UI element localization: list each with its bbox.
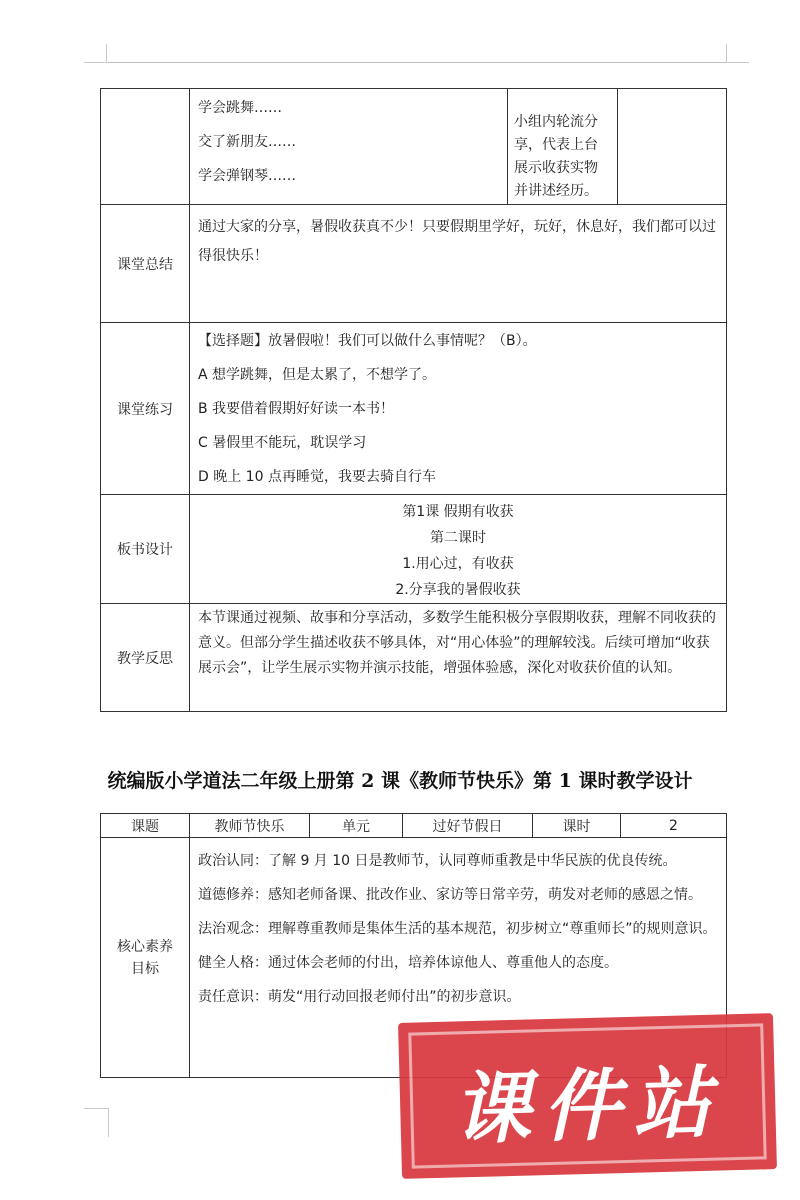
header-topic-value: 教师节快乐 <box>190 814 310 838</box>
page-corner-mark <box>84 44 107 63</box>
reflection-text: 本节课通过视频、故事和分享活动，多数学生能积极分享假期收获，理解不同收获的意义。但部分学生描述收获不够具体，对“用心体验”的理解较浅。后续可增加“收获展示会”，让学生展示实物并演示技能，增强体验感，深化对收获价值的认知。 <box>198 610 716 676</box>
board-line: 2.分享我的暑假收获 <box>395 582 521 598</box>
board-line: 1.用心过，有收获 <box>402 556 514 572</box>
practice-label: 课堂练习 <box>101 323 190 495</box>
activity-note-cell <box>508 89 618 205</box>
practice-question: 【选择题】放暑假啦！我们可以做什么事情呢？（B）。 <box>198 333 537 349</box>
empty-label-cell <box>101 89 190 205</box>
practice-option: C 暑假里不能玩，耽误学习 <box>198 435 367 451</box>
board-line: 第1课 假期有收获 <box>402 504 514 520</box>
goal-item: 政治认同：了解 9 月 10 日是教师节，认同尊师重教是中华民族的优良传统。 <box>198 853 677 869</box>
summary-cell <box>190 205 727 323</box>
practice-option: B 我要借着假期好好读一本书！ <box>198 401 395 417</box>
practice-option: D 晚上 10 点再睡觉，我要去骑自行车 <box>198 469 436 485</box>
goals-label <box>101 838 190 1078</box>
goals-label-text: 核心素养目标 <box>117 938 173 977</box>
goal-item: 法治观念：理解尊重教师是集体生活的基本规范，初步树立“尊重师长”的规则意识。 <box>198 921 717 937</box>
reflection-cell <box>190 604 727 712</box>
activity-note: 小组内轮流分享，代表上台展示收获实物并讲述经历。 <box>514 114 598 199</box>
summary-text: 通过大家的分享，暑假收获真不少！只要假期里学好，玩好，休息好，我们都可以过得很快乐！ <box>198 219 716 264</box>
header-period-value: 2 <box>621 814 727 838</box>
page-corner-mark <box>726 44 749 63</box>
share-item: 学会弹钢琴…… <box>198 168 296 184</box>
goal-item: 责任意识：萌发“用行动回报老师付出”的初步意识。 <box>198 989 521 1005</box>
header-topic-label: 课题 <box>101 814 190 838</box>
board-cell <box>190 495 727 604</box>
header-rule <box>108 62 726 63</box>
practice-option: A 想学跳舞，但是太累了，不想学了。 <box>198 367 437 383</box>
goal-item: 健全人格：通过体会老师的付出，培养体谅他人、尊重他人的态度。 <box>198 955 618 971</box>
reflection-label: 教学反思 <box>101 604 190 712</box>
board-label: 板书设计 <box>101 495 190 604</box>
watermark-text: 课件站 <box>451 1058 724 1156</box>
lesson-table-1 <box>100 88 727 712</box>
page-corner-mark <box>84 1108 109 1137</box>
header-unit-value: 过好节假日 <box>403 814 533 838</box>
board-line: 第二课时 <box>430 530 486 546</box>
empty-cell <box>618 89 727 205</box>
share-item: 交了新朋友…… <box>198 134 296 150</box>
summary-label: 课堂总结 <box>101 205 190 323</box>
share-item: 学会跳舞…… <box>198 100 282 116</box>
practice-cell <box>190 323 727 495</box>
goal-item: 道德修养：感知老师备课、批改作业、家访等日常辛劳，萌发对老师的感恩之情。 <box>198 887 702 903</box>
share-items-cell <box>190 89 508 205</box>
watermark-stamp <box>398 1013 777 1179</box>
document-title: 统编版小学道法二年级上册第 2 课《教师节快乐》第 1 课时教学设计 <box>107 770 693 792</box>
header-period-label: 课时 <box>533 814 621 838</box>
header-unit-label: 单元 <box>310 814 403 838</box>
